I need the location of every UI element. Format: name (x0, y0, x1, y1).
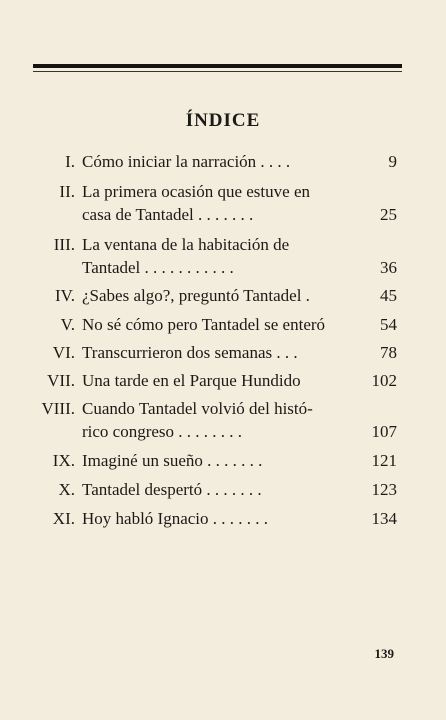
chapter-title-line-2: casa de Tantadel . . . . . . . (82, 205, 254, 224)
page-number: 25 (380, 205, 397, 224)
top-rule-thin (33, 71, 402, 72)
top-rule-thick (33, 64, 402, 68)
page-number: 54 (380, 315, 397, 334)
chapter-number: VII. (47, 371, 75, 390)
chapter-number: IV. (55, 286, 75, 305)
chapter-number: VIII. (41, 399, 75, 418)
chapter-title: La ventana de la habitación de (82, 235, 290, 254)
chapter-number: I. (65, 152, 75, 171)
chapter-title-line-2: Tantadel . . . . . . . . . . . (82, 258, 234, 277)
chapter-title: Cómo iniciar la narración . . . . (82, 152, 291, 171)
chapter-number: II. (59, 182, 75, 201)
chapter-number: V. (60, 315, 75, 334)
page-title: ÍNDICE (185, 110, 261, 131)
page-number: 102 (371, 371, 397, 390)
page-number: 134 (371, 509, 397, 528)
chapter-number: X. (58, 480, 75, 499)
page-number: 78 (380, 343, 397, 362)
page-number: 36 (380, 258, 397, 277)
chapter-title-line-2: rico congreso . . . . . . . . (82, 422, 243, 441)
chapter-number: III. (53, 235, 75, 254)
chapter-title: ¿Sabes algo?, preguntó Tantadel . (82, 286, 310, 305)
chapter-number: IX. (52, 451, 75, 470)
chapter-number: XI. (52, 509, 75, 528)
folio-page-number: 139 (374, 646, 394, 661)
chapter-title: Imaginé un sueño . . . . . . . (82, 451, 263, 470)
chapter-title: Cuando Tantadel volvió del histó- (82, 399, 313, 418)
page-number: 45 (380, 286, 397, 305)
chapter-title: Una tarde en el Parque Hundido (82, 371, 301, 390)
chapter-number: VI. (52, 343, 75, 362)
chapter-title: Hoy habló Ignacio . . . . . . . (82, 509, 269, 528)
chapter-title: Transcurrieron dos semanas . . . (82, 343, 298, 362)
chapter-title: La primera ocasión que estuve en (82, 182, 310, 201)
page-number: 121 (371, 451, 397, 470)
page-number: 9 (388, 152, 397, 171)
chapter-title: Tantadel despertó . . . . . . . (82, 480, 262, 499)
chapter-title: No sé cómo pero Tantadel se enteró (82, 315, 326, 334)
page-number: 123 (371, 480, 397, 499)
page-number: 107 (371, 422, 397, 441)
